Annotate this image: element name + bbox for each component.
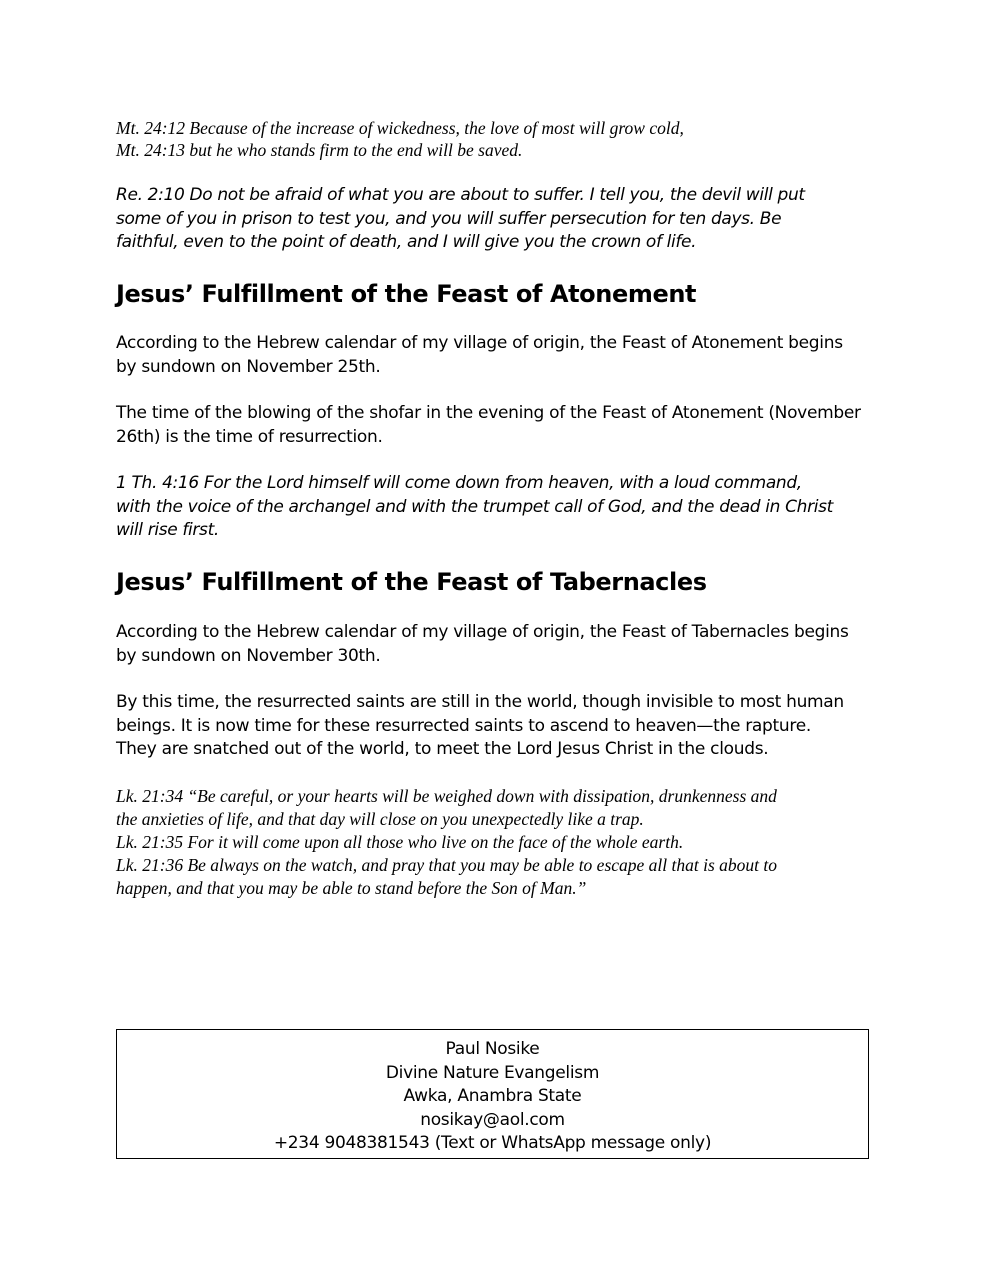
tabernacles-paragraph-1 xyxy=(116,621,874,668)
paragraph-line: According to the Hebrew calendar of my village of origin, the Feast of Tabernacles begins xyxy=(116,622,849,642)
matthew-verses xyxy=(116,117,874,161)
paragraph-line: by sundown on November 25th. xyxy=(116,356,381,377)
verse-line: with the voice of the archangel and with the trumpet call of God, and the dead in Christ xyxy=(116,496,833,517)
luke-verses xyxy=(116,785,874,900)
contact-phone: +234 9048381543 (Text or WhatsApp message only) xyxy=(273,1133,712,1153)
contact-location: Awka, Anambra State xyxy=(403,1086,582,1106)
paragraph-line: The time of the blowing of the shofar in the evening of the Feast of Atonement (November xyxy=(116,403,861,423)
verse-mt-24-13: Mt. 24:13 but he who stands firm to the end will be saved. xyxy=(116,140,523,160)
verse-mt-24-12: Mt. 24:12 Because of the increase of wickedness, the love of most will grow cold, xyxy=(116,118,684,138)
tabernacles-paragraph-2 xyxy=(116,691,874,762)
paragraph-line: By this time, the resurrected saints are still in the world, though invisible to most human xyxy=(116,692,844,712)
tabernacles-section xyxy=(116,567,874,597)
verse-line: Lk. 21:36 Be always on the watch, and pray that you may be able to escape all that is about to xyxy=(116,855,778,875)
paragraph-line: They are snatched out of the world, to meet the Lord Jesus Christ in the clouds. xyxy=(116,739,769,759)
atonement-paragraph-2 xyxy=(116,402,874,449)
verse-line: the anxieties of life, and that day will close on you unexpectedly like a trap. xyxy=(116,809,644,829)
atonement-section xyxy=(116,279,874,309)
paragraph-line: 26th) is the time of resurrection. xyxy=(116,426,383,447)
verse-line: Re. 2:10 Do not be afraid of what you are about to suffer. I tell you, the devil will put xyxy=(116,185,805,205)
contact-name: Paul Nosike xyxy=(445,1039,540,1059)
verse-line: Lk. 21:34 “Be careful, or your hearts will be weighed down with dissipation, drunkenness and xyxy=(116,786,777,806)
verse-line: happen, and that you may be able to stand before the Son of Man.” xyxy=(116,878,587,898)
verse-line: some of you in prison to test you, and you will suffer persecution for ten days. Be xyxy=(116,208,782,229)
verse-line: 1 Th. 4:16 For the Lord himself will come down from heaven, with a loud command, xyxy=(116,473,802,493)
paragraph-line: beings. It is now time for these resurrected saints to ascend to heaven—the rapture. xyxy=(116,715,811,736)
verse-line: faithful, even to the point of death, and I will give you the crown of life. xyxy=(116,232,697,252)
atonement-paragraph-1 xyxy=(116,332,874,379)
thessalonians-verse xyxy=(116,472,874,543)
verse-line: Lk. 21:35 For it will come upon all those who live on the face of the whole earth. xyxy=(116,832,684,852)
contact-organization: Divine Nature Evangelism xyxy=(385,1062,600,1083)
paragraph-line: by sundown on November 30th. xyxy=(116,645,381,666)
contact-email: nosikay@aol.com xyxy=(420,1109,565,1130)
verse-line: will rise first. xyxy=(116,520,219,540)
atonement-heading: Jesus’ Fulfillment of the Feast of Atonement xyxy=(116,280,697,308)
contact-box xyxy=(116,1029,869,1159)
tabernacles-heading: Jesus’ Fulfillment of the Feast of Tabernacles xyxy=(116,568,707,596)
revelation-verse xyxy=(116,184,874,255)
paragraph-line: According to the Hebrew calendar of my village of origin, the Feast of Atonement begins xyxy=(116,333,843,353)
